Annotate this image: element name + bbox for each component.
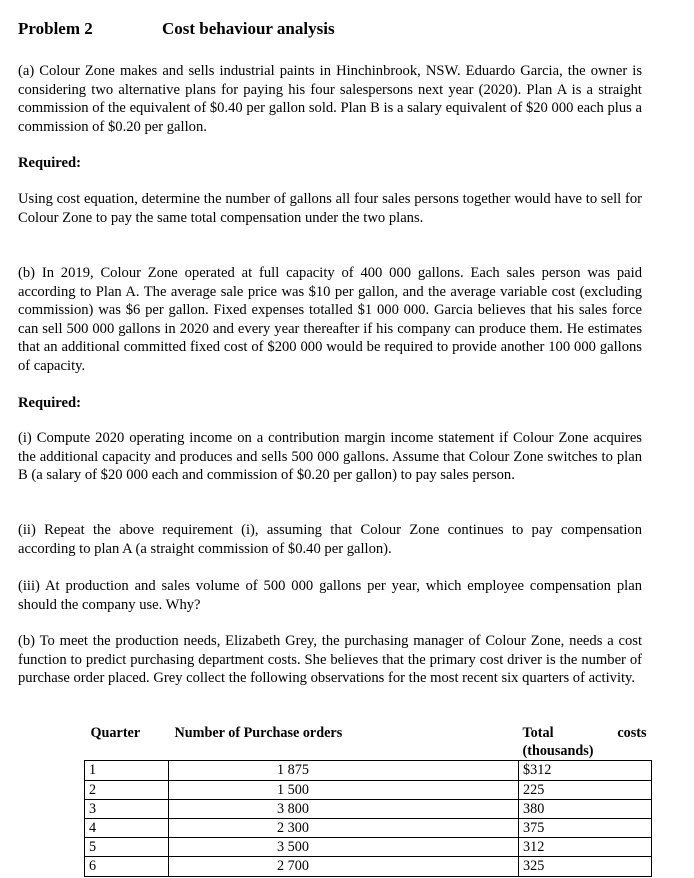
cost-cell: $312 <box>519 761 652 780</box>
orders-cell: 3 800 <box>169 799 519 818</box>
cost-cell: 380 <box>519 799 652 818</box>
cost-cell: 225 <box>519 780 652 799</box>
orders-cell: 1 875 <box>169 761 519 780</box>
requirement-i: (i) Compute 2020 operating income on a contribution margin income statement if Colour Zone acquires the additional capacity and produces and sells 500 000 gallons. Assume that Colour Zone switches to plan B (a salary of $20 000 each and commission of $0.20 per gallon) to pay sales person. <box>18 430 642 484</box>
cost-cell: 375 <box>519 819 652 838</box>
problem-number: Problem 2 <box>18 19 93 38</box>
table-row <box>85 819 652 838</box>
table-row <box>85 857 652 876</box>
header-costs: costs <box>617 725 647 741</box>
part-b-cost-function-text: (b) To meet the production needs, Elizabeth Grey, the purchasing manager of Colour Zone, needs a cost function to predict purchasing department costs. She believes that the primary cost driver is the number of purchase order placed. Grey collect the following observations for the most recent six quarters of activity. <box>18 633 642 687</box>
header-thousands: (thousands) <box>522 743 594 760</box>
requirement-ii: (ii) Repeat the above requirement (i), assuming that Colour Zone continues to pay compensation according to plan A (a straight commission of $0.40 per gallon). <box>18 522 642 557</box>
header-quarter: Quarter <box>85 721 169 761</box>
table-row <box>85 761 652 780</box>
part-a-text: (a) Colour Zone makes and sells industrial paints in Hinchinbrook, NSW. Eduardo Garcia, the owner is considering two alternative plans for paying his four salespersons next year (2020). Plan A is a straight commission of the equivalent of $0.40 per gallon sold. Plan B is a salary equivalent of $20 000 each plus a commission of $0.20 per gallon. <box>18 63 642 135</box>
header-total-costs <box>519 721 652 761</box>
orders-cell: 1 500 <box>169 780 519 799</box>
quarter-cell: 5 <box>85 838 169 857</box>
orders-cell: 2 700 <box>169 857 519 876</box>
orders-cell: 3 500 <box>169 838 519 857</box>
part-b-text: (b) In 2019, Colour Zone operated at full capacity of 400 000 gallons. Each sales person was paid according to Plan A. The average sale price was $10 per gallon, and the average variable cost (excluding commission) was $6 per gallon. Fixed expenses totalled $1 000 000. Garcia believes that his sales force can sell 500 000 gallons in 2020 and every year thereafter if his company can produce them. He estimates that an additional committed fixed cost of $200 000 would be required to provide another 100 000 gallons of capacity. <box>18 265 642 374</box>
orders-cell: 2 300 <box>169 819 519 838</box>
table-row <box>85 838 652 857</box>
table-row <box>85 799 652 818</box>
purchase-orders-table <box>84 721 652 877</box>
header-total: Total <box>522 725 554 741</box>
quarter-cell: 2 <box>85 780 169 799</box>
quarter-cell: 4 <box>85 819 169 838</box>
quarter-cell: 3 <box>85 799 169 818</box>
table-header-row <box>85 721 652 761</box>
table-row <box>85 780 652 799</box>
cost-cell: 325 <box>519 857 652 876</box>
requirement-iii: (iii) At production and sales volume of 500 000 gallons per year, which employee compensation plan should the company use. Why? <box>18 578 642 613</box>
problem-topic: Cost behaviour analysis <box>162 19 335 38</box>
part-b-required-label: Required: <box>18 395 81 411</box>
header-orders: Number of Purchase orders <box>169 721 519 761</box>
part-a-required-label: Required: <box>18 155 81 171</box>
cost-cell: 312 <box>519 838 652 857</box>
part-a-required-text: Using cost equation, determine the number of gallons all four sales persons together would have to sell for Colour Zone to pay the same total compensation under the two plans. <box>18 191 642 226</box>
quarter-cell: 6 <box>85 857 169 876</box>
quarter-cell: 1 <box>85 761 169 780</box>
